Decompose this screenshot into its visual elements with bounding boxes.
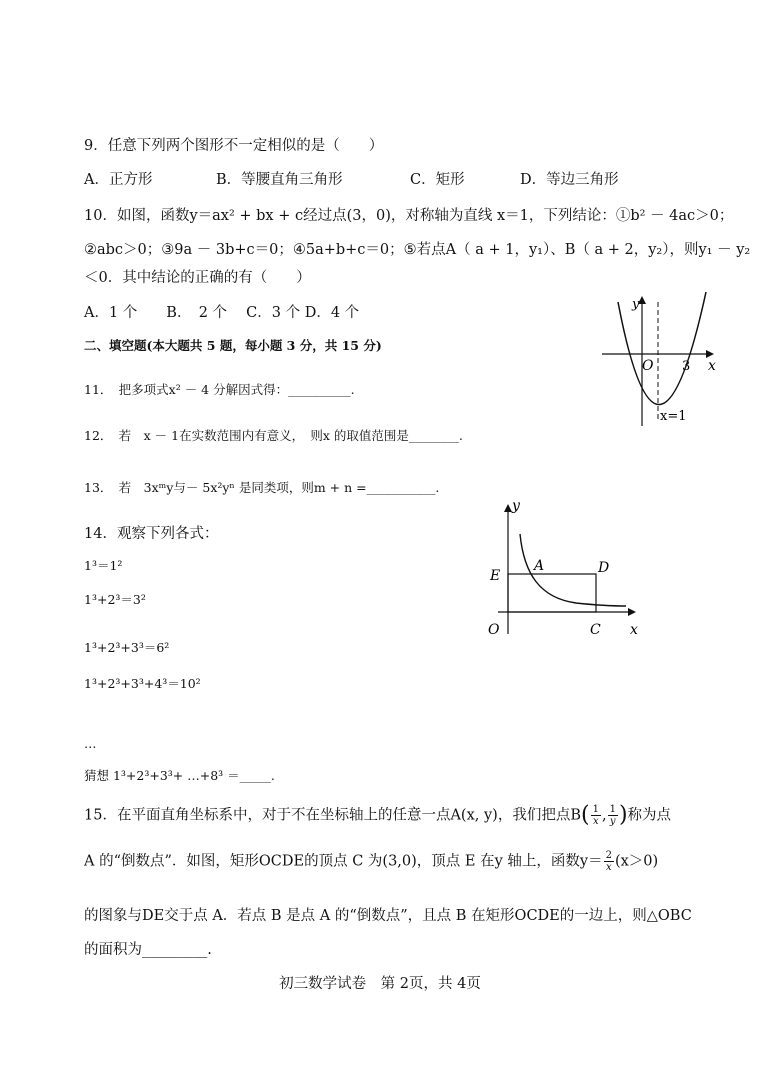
figure-parabola [598, 292, 722, 428]
q14-ellipsis: … [84, 736, 97, 751]
figure2-label-D: D [598, 560, 610, 576]
q12: 12． 若 x － 1在实数范围内有意义， 则x 的取值范围是________. [84, 428, 463, 443]
q9-option-b: B．等腰直角三角形 [216, 172, 343, 188]
q9-option-d: D．等边三角形 [520, 172, 619, 188]
q15-paren-open: ( [580, 802, 590, 828]
figure2-label-A: A [534, 558, 545, 574]
section-heading: 二、填空题(本大题共 5 题，每小题 3 分，共 15 分) [84, 338, 382, 353]
figure2-x-arrow [628, 608, 636, 616]
figure2-rectangle-OCDE [508, 574, 596, 612]
q15-fraction-numerator: 2 [605, 850, 612, 861]
figure2-label-C: C [590, 622, 601, 638]
q14-guess: 猜想 1³+2³+3³+ …+8³ ＝_____. [84, 768, 275, 783]
figure-rectangle-hyperbola [480, 494, 648, 640]
figure2-label-x: x [630, 622, 638, 638]
page-footer: 初三数学试卷 第 2页，共 4页 [279, 976, 481, 992]
figure2-label-E: E [490, 568, 501, 584]
q15-fraction-numerator: 1 [592, 804, 599, 815]
q14-eq-2: 1³+2³＝3² [84, 592, 146, 607]
q11: 11． 把多项式x² － 4 分解因式得：__________. [84, 382, 355, 397]
q14-stem: 14．观察下列各式： [84, 526, 219, 542]
q15-line-1-text: 15．在平面直角坐标系中，对于不在坐标轴上的任意一点A(x, y)，我们把点B [84, 807, 581, 824]
q15-line-4: 的面积为_________. [84, 942, 212, 958]
figure1-label-three: 3 [682, 359, 691, 374]
figure2-label-y: y [512, 498, 520, 514]
figure2-label-origin: O [488, 622, 500, 638]
q15-line-2-text: A 的“倒数点”．如图，矩形OCDE的顶点 C 为(3,0)，顶点 E 在y 轴上，函数y＝ [84, 853, 603, 870]
q15-line-2-tail: (x＞0) [614, 853, 659, 870]
q14-eq-4: 1³+2³+3³+4³＝10² [84, 676, 201, 691]
q10-options: A．1 个 B． 2 个 C．3 个 D．4 个 [84, 305, 360, 321]
figure1-label-axis: x=1 [660, 409, 687, 424]
q9-option-a: A．正方形 [84, 172, 153, 188]
q10-line-2: ②abc＞0；③9a － 3b+c＝0；④5a+b+c＝0；⑤若点A（ a + 1，y₁）、B（ a + 2，y₂），则y₁ － y₂ [84, 242, 751, 258]
q15-paren-close: ) [618, 802, 628, 828]
q10-line-3: ＜0．其中结论的正确的有（ ） [84, 270, 311, 286]
q9-option-c: C．矩形 [410, 172, 465, 188]
q15-fraction-2-over-x [604, 850, 614, 873]
q15-fraction-denominator: x [592, 816, 599, 827]
q15-line-1: 15．在平面直角坐标系中，对于不在坐标轴上的任意一点A(x, y)，我们把点B( $\frac{1}{x}$ , $\frac{1}{y}$ )称为点 [84, 802, 672, 828]
q10-line-1: 10．如图，函数y＝ax² + bx + c经过点(3，0)，对称轴为直线 x＝1，下列结论：①b² － 4ac＞0； [84, 208, 734, 224]
q13: 13． 若 3xᵐy与－ 5x²yⁿ 是同类项，则m + n =___________. [84, 480, 440, 495]
figure2-y-arrow [504, 504, 512, 512]
q15-fraction-denominator: y [609, 816, 616, 827]
figure1-x-arrow [706, 350, 714, 358]
figure1-label-origin: O [642, 358, 654, 374]
q15-fraction-numerator: 1 [609, 804, 616, 815]
q15-line-3: 的图象与DE交于点 A．若点 B 是点 A 的“倒数点”，且点 B 在矩形OCDE的一边上，则△OBC [84, 908, 692, 924]
q9-stem: 9．任意下列两个图形不一定相似的是（ ） [84, 138, 384, 154]
q15-fraction-denominator: x [605, 862, 612, 873]
q14-eq-3: 1³+2³+3³＝6² [84, 640, 170, 655]
figure1-label-y: y [632, 297, 640, 312]
q15-fraction-1-over-x [591, 804, 601, 827]
q15-line-1-tail: 称为点 [627, 807, 672, 824]
figure1-label-x: x [708, 358, 716, 374]
q14-eq-1: 1³＝1² [84, 558, 123, 573]
q15-fraction-1-over-y [608, 804, 618, 827]
q15-line-2 [84, 850, 658, 873]
